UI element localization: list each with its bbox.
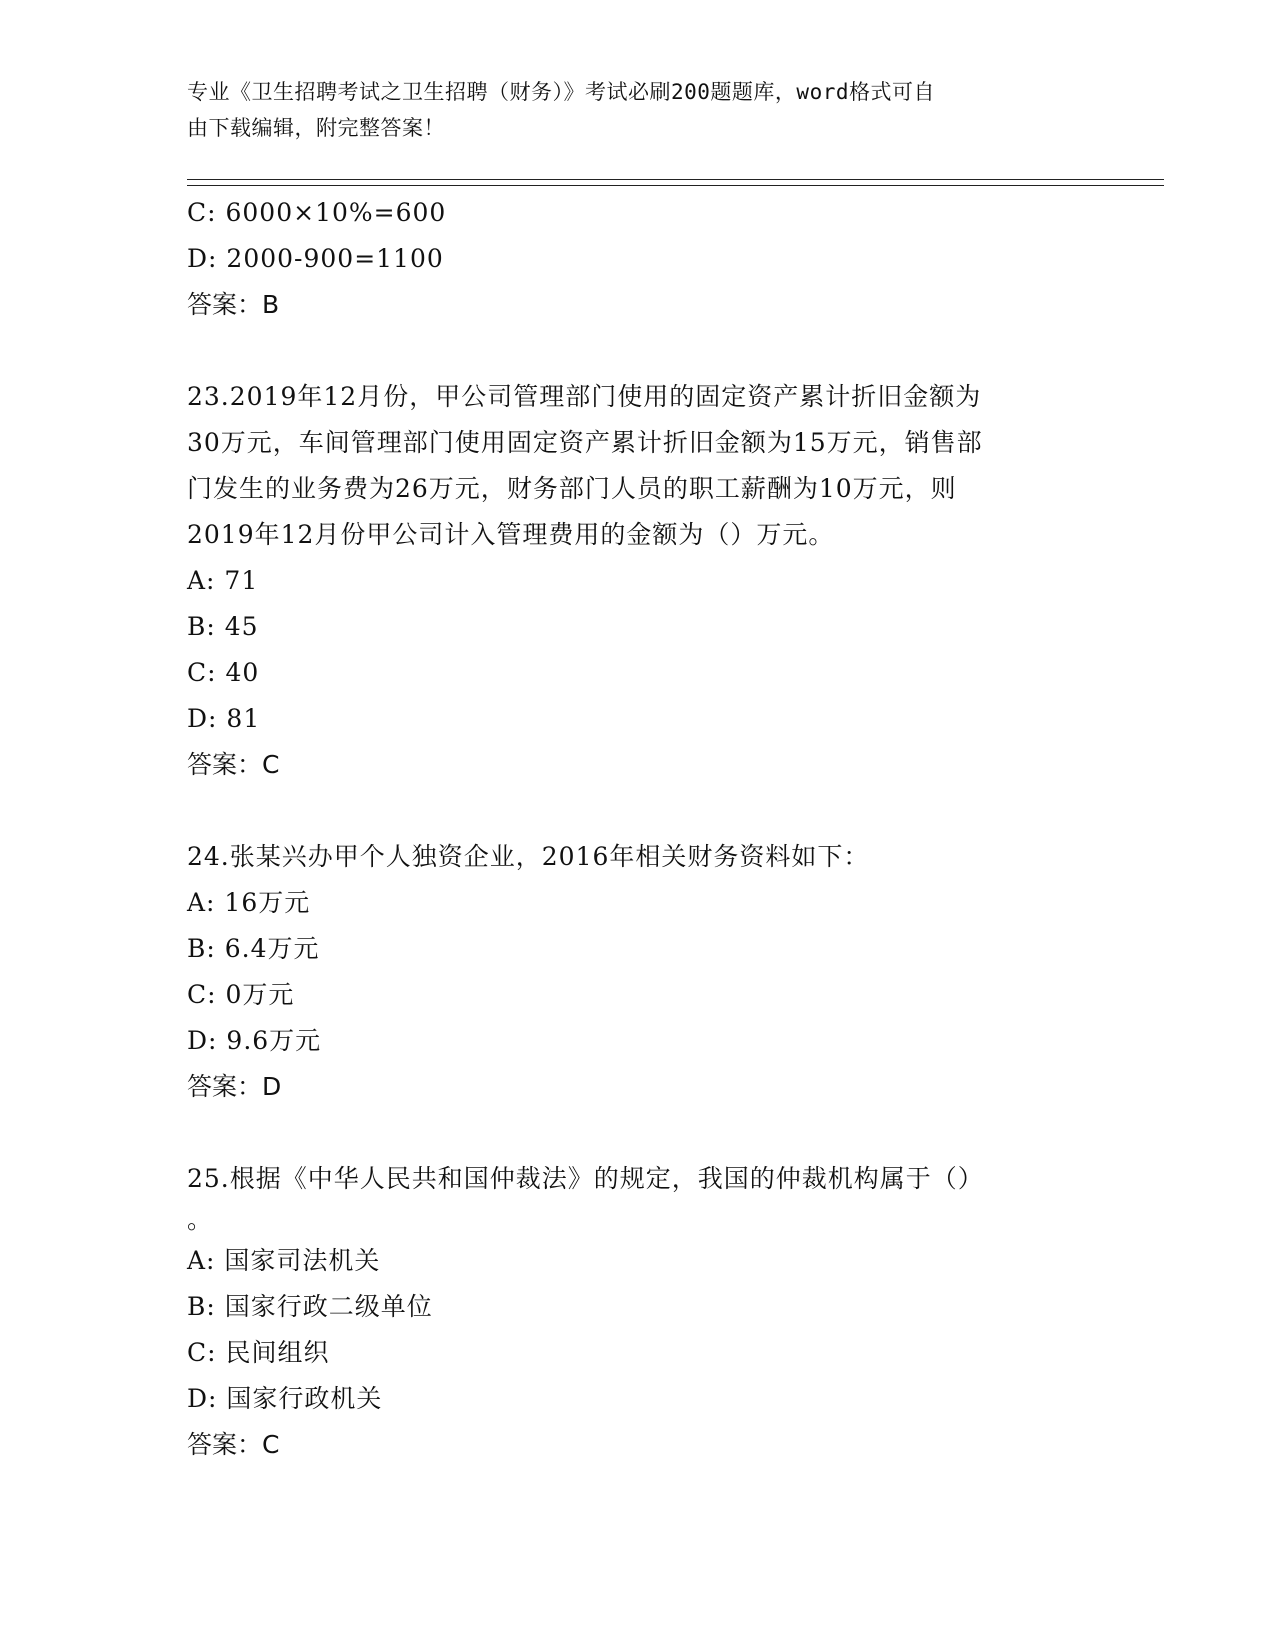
option-d: D: 81 — [187, 704, 261, 733]
option-b: B: 45 — [187, 612, 259, 641]
answer-line: 答案：C — [187, 750, 280, 779]
question-23 — [187, 374, 1087, 788]
option-b: B: 国家行政二级单位 — [187, 1292, 433, 1321]
option-a: A: 国家司法机关 — [187, 1246, 381, 1275]
question-stem-line: 门发生的业务费为26万元，财务部门人员的职工薪酬为10万元，则 — [187, 474, 957, 503]
option-d: D: 国家行政机关 — [187, 1384, 383, 1413]
answer-line: 答案：D — [187, 1072, 282, 1101]
option-c: C: 民间组织 — [187, 1338, 330, 1367]
header-divider-top — [187, 179, 1164, 180]
question-stem-tail: 。 — [187, 1205, 213, 1234]
question-stem-line: 25.根据《中华人民共和国仲裁法》的规定，我国的仲裁机构属于（） — [187, 1164, 984, 1193]
option-c: C: 6000×10%=600 — [187, 198, 447, 227]
option-d: D: 9.6万元 — [187, 1026, 322, 1055]
question-24 — [187, 834, 1087, 1110]
header-divider-bottom — [187, 185, 1164, 186]
question-stem-line: 2019年12月份甲公司计入管理费用的金额为（）万元。 — [187, 520, 835, 549]
option-a: A: 71 — [187, 566, 259, 595]
option-b: B: 6.4万元 — [187, 934, 320, 963]
option-c: C: 40 — [187, 658, 260, 687]
question-content — [187, 190, 1087, 1468]
answer-line: 答案：C — [187, 1430, 280, 1459]
option-a: A: 16万元 — [187, 888, 311, 917]
header-line-1: 专业《卫生招聘考试之卫生招聘（财务）》考试必刷200题题库，word格式可自 — [187, 80, 935, 104]
question-stem-line: 24.张某兴办甲个人独资企业，2016年相关财务资料如下： — [187, 842, 870, 871]
question-25 — [187, 1156, 1087, 1468]
header-line-2: 由下载编辑，附完整答案！ — [187, 116, 445, 140]
question-stem-line: 23.2019年12月份，甲公司管理部门使用的固定资产累计折旧金额为 — [187, 382, 982, 411]
option-c: C: 0万元 — [187, 980, 295, 1009]
question-22-continued — [187, 190, 1087, 328]
option-d: D: 2000-900=1100 — [187, 244, 444, 273]
answer-line: 答案：B — [187, 290, 280, 319]
document-header — [187, 74, 1067, 146]
question-stem-line: 30万元，车间管理部门使用固定资产累计折旧金额为15万元，销售部 — [187, 428, 983, 457]
